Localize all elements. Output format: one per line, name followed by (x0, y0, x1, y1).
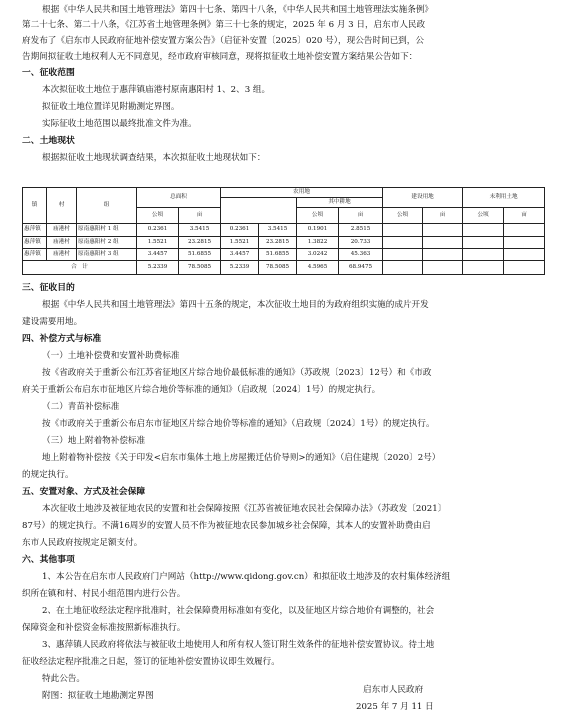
unit-ha: 公顷 (297, 208, 339, 224)
header-total-area: 总面积 (137, 188, 221, 208)
cell-value: 5.2339 (137, 261, 179, 275)
signature-date: 2025 年 7 月 11 日 (356, 702, 434, 712)
cell-value: 1.3822 (297, 236, 339, 248)
cell-town: 惠萍镇 (23, 248, 47, 260)
cell-value: 3.4457 (221, 248, 259, 260)
intro-line-2: 第二十七条、第二十八条，《江苏省土地管理条例》第三十七条的规定，2025 年 6 月 3 日，启东市人民政 (22, 20, 426, 30)
cell-value (463, 248, 504, 260)
cell-value (504, 224, 545, 236)
section-3-line-2: 建设需要用地。 (22, 317, 83, 327)
section-4-sub-2: （二）青苗补偿标准 (42, 402, 120, 412)
cell-value: 3.0242 (297, 248, 339, 260)
cell-total-label: 合 计 (23, 261, 137, 275)
cell-group: 原南惠阳村 2 组 (77, 236, 137, 248)
section-6-item-2-line-1: 2、在土地征收经法定程序批准时，社会保障费用标准如有变化，以及征地区片综合地价有调整的，社会 (42, 606, 435, 616)
section-4-sub-1-line-2: 府关于重新公布启东市征地区片综合地价等标准的通知》（启政规〔2024〕1号）的规定执行。 (22, 385, 381, 395)
cell-value (463, 236, 504, 248)
cell-value: 68.9475 (339, 261, 383, 275)
table-total-row (23, 261, 545, 275)
land-status-table (22, 187, 544, 275)
section-2-line-1: 根据拟征收土地现状调查结果，本次拟征收土地现状如下： (42, 153, 266, 163)
intro-line-3: 府发布了《启东市人民政府征地补偿安置方案公告》（启征补安置〔2025〕020 号），现公告时间已到，公 (22, 36, 424, 46)
cell-value (504, 248, 545, 260)
cell-value (383, 236, 423, 248)
section-1-title: 一、征收范围 (22, 68, 75, 78)
cell-value: 78.5085 (179, 261, 221, 275)
section-1-line-2: 拟征收土地位置详见附勘测定界图。 (42, 102, 180, 112)
cell-value: 20.733 (339, 236, 383, 248)
section-1-line-3: 实际征收土地范围以最终批准文件为准。 (42, 119, 197, 129)
cell-value: 0.2361 (221, 224, 259, 236)
section-4-sub-1-line-1: 按《省政府关于重新公布江苏省征地区片综合地价最低标准的通知》（苏政规〔2023〕12号）和《市政 (42, 368, 432, 378)
closing-text: 特此公告。 (42, 674, 85, 684)
section-6-item-3-line-2: 征收经法定程序批准之日起，签订的征地补偿安置协议即生效履行。 (22, 657, 280, 667)
table-row (23, 224, 545, 236)
section-3-line-1: 根据《中华人民共和国土地管理法》第四十五条的规定，本次征收土地目的为政府组织实施的成片开发 (42, 300, 429, 310)
section-4-sub-3-line-2: 的规定执行。 (22, 470, 74, 480)
cell-value: 4.5965 (297, 261, 339, 275)
cell-value: 2.8515 (339, 224, 383, 236)
cell-group: 原南惠阳村 1 组 (77, 224, 137, 236)
intro-line-1: 根据《中华人民共和国土地管理法》第四十七条、第四十八条，《中华人民共和国土地管理法实施条例》 (42, 5, 434, 15)
section-4-sub-3: （三）地上附着物补偿标准 (42, 436, 146, 446)
section-4-sub-1: （一）土地补偿费和安置补助费标准 (42, 351, 180, 361)
cell-value: 1.5521 (137, 236, 179, 248)
section-6-item-1-line-2: 织所在镇和村、村民小组范围内进行公告。 (22, 589, 186, 599)
section-1-line-1: 本次拟征收土地位于惠萍镇庙港村原南惠阳村 1、2、3 组。 (42, 85, 271, 95)
cell-value (504, 236, 545, 248)
table-row (23, 248, 545, 260)
header-group: 组 (77, 188, 137, 224)
section-6-title: 六、其他事项 (22, 555, 75, 565)
header-construction-land: 建设用地 (383, 188, 463, 208)
unit-mu: 亩 (504, 208, 545, 224)
cell-group: 原南惠阳村 3 组 (77, 248, 137, 260)
unit-ha: 公顷 (137, 208, 179, 224)
cell-village: 庙港村 (47, 236, 77, 248)
cell-value: 23.2815 (259, 236, 297, 248)
section-3-title: 三、征收目的 (22, 283, 75, 293)
cell-value: 0.1901 (297, 224, 339, 236)
cell-value: 0.2361 (137, 224, 179, 236)
cell-value: 45.363 (339, 248, 383, 260)
header-town: 镇 (23, 188, 47, 224)
unit-mu: 亩 (423, 208, 463, 224)
section-4-sub-3-line-1: 地上附着物补偿按《关于印发<启东市集体土地上房屋搬迁估价导则>的通知》（启住建规〔2020〕2号） (42, 453, 441, 463)
unit-ha: 公顷 (383, 208, 423, 224)
attachment-note: 附图：拟征收土地勘测定界图 (42, 691, 154, 701)
unit-ha: 公顷 (463, 208, 504, 224)
section-6-item-2-line-2: 保障资金和补偿资金标准按照新标准执行。 (22, 623, 186, 633)
farmland-blank (221, 198, 297, 224)
unit-mu: 亩 (179, 208, 221, 224)
section-5-line-1: 本次征收土地涉及被征地农民的安置和社会保障按照《江苏省被征地农民社会保障办法》（苏政发〔2021〕 (42, 504, 447, 514)
cell-value (423, 248, 463, 260)
header-arable: 其中耕地 (297, 198, 383, 208)
cell-value: 3.5415 (179, 224, 221, 236)
section-4-title: 四、补偿方式与标准 (22, 334, 102, 344)
section-6-item-3-line-1: 3、惠萍镇人民政府将依法与被征收土地使用人和所有权人签订附生效条件的征地补偿安置协议。待土地 (42, 640, 435, 650)
cell-value: 51.6855 (179, 248, 221, 260)
cell-value (423, 236, 463, 248)
cell-value: 51.6855 (259, 248, 297, 260)
cell-value (383, 248, 423, 260)
cell-value (383, 224, 423, 236)
signature-org: 启东市人民政府 (363, 685, 424, 695)
cell-town: 惠萍镇 (23, 236, 47, 248)
cell-value: 1.5521 (221, 236, 259, 248)
unit-mu: 亩 (339, 208, 383, 224)
cell-village: 庙港村 (47, 248, 77, 260)
cell-value (463, 224, 504, 236)
section-6-item-1-line-1: 1、本公告在启东市人民政府门户网站（http://www.qidong.gov.cn）和拟征收土地涉及的农村集体经济组 (42, 572, 451, 582)
cell-value (423, 261, 463, 275)
header-farmland: 农用地 (221, 188, 383, 198)
cell-value: 5.2339 (221, 261, 259, 275)
header-village: 村 (47, 188, 77, 224)
cell-value (383, 261, 423, 275)
cell-value: 78.5085 (259, 261, 297, 275)
cell-value: 3.5415 (259, 224, 297, 236)
cell-town: 惠萍镇 (23, 224, 47, 236)
intro-line-4: 告期间拟征收土地权利人无不同意见，经市政府审核同意，现将拟征收土地补偿安置方案结果公告如下： (22, 52, 418, 62)
cell-value (463, 261, 504, 275)
cell-value (504, 261, 545, 275)
section-5-line-2: 87号）的规定执行。不满16周岁的安置人员不作为被征地农民参加城乡社会保障，其本人的安置补助费由启 (22, 521, 431, 531)
section-5-line-3: 东市人民政府按规定足额支付。 (22, 538, 143, 548)
cell-village: 庙港村 (47, 224, 77, 236)
section-2-title: 二、土地现状 (22, 136, 75, 146)
section-4-sub-2-line-1: 按《市政府关于重新公布启东市征地区片综合地价等标准的通知》（启政规〔2024〕1号）的规定执行。 (42, 419, 435, 429)
cell-value: 23.2815 (179, 236, 221, 248)
header-unused-land: 未利用土地 (463, 188, 545, 208)
cell-value (423, 224, 463, 236)
section-5-title: 五、安置对象、方式及社会保障 (22, 487, 146, 497)
table-row (23, 236, 545, 248)
cell-value: 3.4457 (137, 248, 179, 260)
